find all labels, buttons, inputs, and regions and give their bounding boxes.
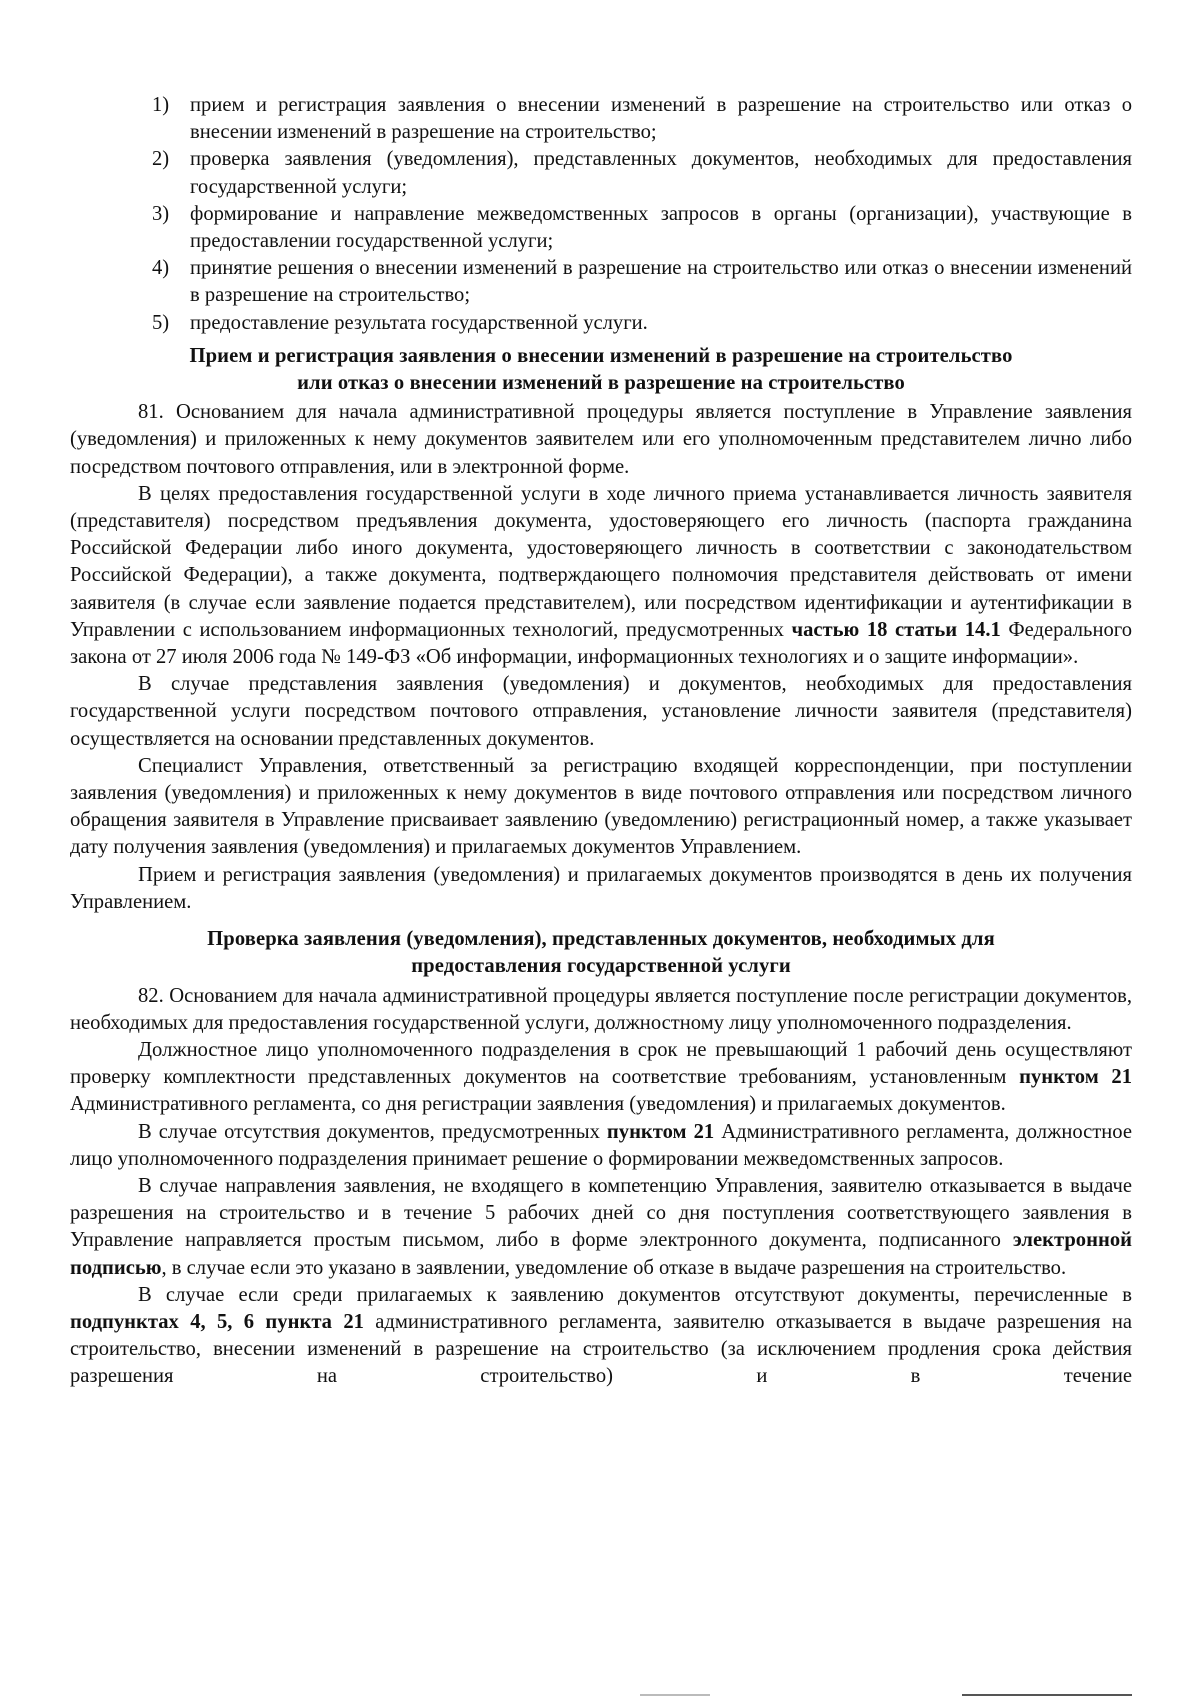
text-run: Административного регламента, со дня регистрации заявления (уведомления) и прилагаемых документов. xyxy=(70,1093,1006,1116)
bold-reference: электронной подписью xyxy=(70,1229,1132,1279)
paragraph-official-check xyxy=(70,1037,1132,1119)
footer-rule xyxy=(962,1694,1132,1696)
bold-reference: частью 18 статьи 14.1 xyxy=(791,618,1001,641)
list-item xyxy=(152,255,1132,309)
procedure-list xyxy=(152,92,1132,337)
bold-reference: подпунктах 4, 5, 6 пункта 21 xyxy=(70,1310,364,1333)
list-text: предоставление результата государственной услуги. xyxy=(190,311,648,334)
paragraph-81: 81. Основанием для начала административной процедуры является поступление в Управление заявления (уведомления) и приложенных к нему документов заявителем или его уполномоченным представителем лично либо посредством почтового отправления, или в электронной форме. xyxy=(70,401,1132,478)
text-run: В случае отсутствия документов, предусмотренных xyxy=(138,1120,607,1143)
text-run: В случае если среди прилагаемых к заявлению документов отсутствуют документы, перечисленные в xyxy=(138,1283,1132,1306)
text-run: Должностное лицо уполномоченного подразделения в срок не превышающий 1 рабочий день осуществляют проверку комплектности представленных документов на соответствие требованиям, установленным xyxy=(70,1038,1132,1089)
bold-reference: пунктом 21 xyxy=(606,1120,715,1143)
paragraph-missing-docs xyxy=(70,1119,1132,1173)
scan-artifact xyxy=(640,1694,710,1696)
bold-reference: пунктом 21 xyxy=(1019,1066,1132,1089)
list-text: принятие решения о внесении изменений в разрешение на строительство или отказ о внесении изменений в разрешение на строительство; xyxy=(190,257,1132,307)
text-run: , в случае если это указано в заявлении, уведомление об отказе в выдаче разрешения на строительство. xyxy=(161,1256,1067,1279)
paragraph-specialist: Специалист Управления, ответственный за регистрацию входящей корреспонденции, при поступлении заявления (уведомления) и приложенных к нему документов в виде почтового отправления или посредством личного обращения заявителя в Управление присваивает заявлению (уведомлению) регистрационный номер, а также указывает дату получения заявления (уведомления) и прилагаемых документов Управлением. xyxy=(70,754,1132,859)
text-run: В случае направления заявления, не входящего в компетенцию Управления, заявителю отказывается в выдаче разрешения на строительство и в течение 5 рабочих дней со дня поступления соответствующего заявления в Управление направляется простым письмом, либо в форме электронного документа, подписанного xyxy=(70,1174,1132,1252)
list-item xyxy=(152,201,1132,255)
paragraph-registration-day: Прием и регистрация заявления (уведомления) и прилагаемых документов производятся в день их получения Управлением. xyxy=(70,863,1132,913)
text-run: Федерального закона от 27 июля 2006 года № 149-ФЗ «Об информации, информационных технологиях и о защите информации». xyxy=(70,618,1132,669)
paragraph-82: 82. Основанием для начала административной процедуры является поступление после регистрации документов, необходимых для предоставления государственной услуги, должностному лицу уполномоченного подразделения. xyxy=(70,984,1132,1034)
text-run: административного регламента, заявителю отказывается в выдаче разрешения на строительство, внесении изменений в разрешение на строительство (за исключением продления срока действия разрешения на строительство) и в течение xyxy=(70,1310,1132,1388)
paragraph-refusal xyxy=(70,1282,1132,1391)
list-item xyxy=(152,92,1132,146)
text-run: Административного регламента, должностное лицо уполномоченного подразделения принимает решение о формировании межведомственных запросов. xyxy=(70,1120,1132,1170)
heading-line: Проверка заявления (уведомления), представленных документов, необходимых для xyxy=(207,928,995,951)
paragraph-postal: В случае представления заявления (уведомления) и документов, необходимых для предоставления государственной услуги посредством почтового отправления, установление личности заявителя (представителя) осуществляется на основании представленных документов. xyxy=(70,673,1132,750)
list-text: формирование и направление межведомственных запросов в органы (организации), участвующие в предоставлении государственной услуги; xyxy=(190,202,1132,253)
list-text: прием и регистрация заявления о внесении изменений в разрешение на строительство или отказ о внесении изменений в разрешение на строительство; xyxy=(190,94,1132,144)
heading-line: Прием и регистрация заявления о внесении изменений в разрешение на строительство xyxy=(189,344,1013,367)
list-text: проверка заявления (уведомления), представленных документов, необходимых для предоставления государственной услуги; xyxy=(190,148,1132,198)
text-run: В целях предоставления государственной услуги в ходе личного приема устанавливается личность заявителя (представителя) посредством предъявления документа, удостоверяющего его личность (паспорта гражданина Российской Федерации либо иного документа, удостоверяющего личность в соответствии с законодательством Российской Федерации), а также документа, подтверждающего полномочия представителя действовать от имени заявителя (в случае если заявление подается представителем), или посредством идентификации и аутентификации в Управлении с использованием информационных технологий, предусмотренных xyxy=(70,482,1132,641)
list-item xyxy=(152,310,1132,337)
document-page xyxy=(70,92,1132,1391)
list-number: 4) xyxy=(152,257,170,280)
section-heading-verification xyxy=(70,926,1132,980)
list-number: 2) xyxy=(152,148,170,171)
section-heading-reception xyxy=(70,343,1132,397)
list-number: 3) xyxy=(152,202,170,225)
paragraph-identity xyxy=(70,481,1132,671)
heading-line: или отказ о внесении изменений в разрешение на строительство xyxy=(297,372,905,395)
list-item xyxy=(152,146,1132,200)
heading-line: предоставления государственной услуги xyxy=(411,955,791,978)
list-number: 5) xyxy=(152,311,170,334)
paragraph-not-competent xyxy=(70,1173,1132,1282)
list-number: 1) xyxy=(152,94,170,116)
